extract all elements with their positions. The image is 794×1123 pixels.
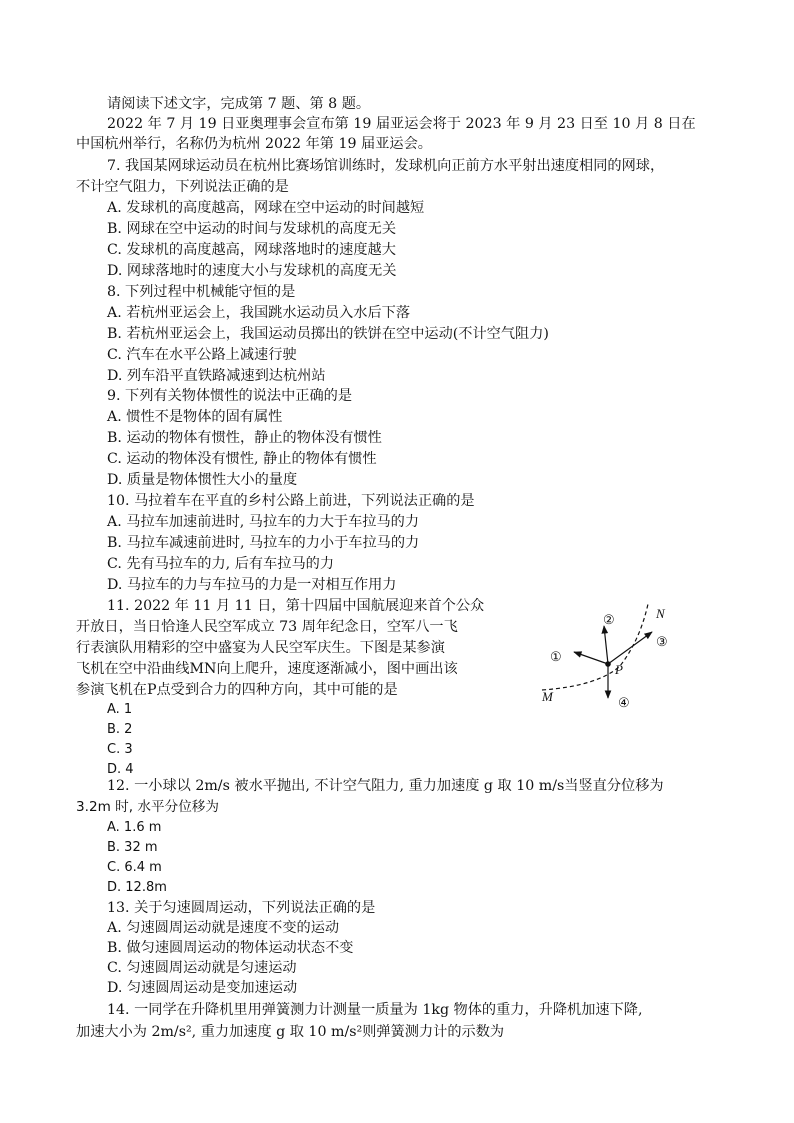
- q11-stem-line-4: 飞机在空中沿曲线MN向上爬升，速度逐渐减小，图中画出该: [76, 661, 458, 677]
- q10-option-d: D. 马拉车的力与车拉马的力是一对相互作用力: [107, 577, 397, 593]
- q8-option-c: C. 汽车在水平公路上减速行驶: [107, 347, 297, 363]
- q10-option-c: C. 先有马拉车的力, 后有车拉马的力: [107, 556, 335, 572]
- q12-option-a: A. 1.6 m: [107, 820, 162, 835]
- q9-option-d: D. 质量是物体惯性大小的量度: [107, 472, 298, 488]
- q11-stem-line-2: 开放日，当日恰逢人民空军成立 73 周年纪念日，空军八一飞: [76, 619, 458, 635]
- q13-option-c: C. 匀速圆周运动就是匀速运动: [107, 960, 297, 976]
- q11-option-a: A. 1: [107, 702, 133, 717]
- q12-stem-line-2: 3.2m 时, 水平分位移为: [76, 799, 219, 815]
- label-n: N: [656, 606, 665, 621]
- q8-option-a: A. 若杭州亚运会上，我国跳水运动员入水后下落: [107, 305, 411, 321]
- label-2: ②: [603, 612, 615, 627]
- intro-line-1: 请阅读下述文字，完成第 7 题、第 8 题。: [107, 96, 371, 112]
- q7-stem-line-2: 不计空气阻力，下列说法正确的是: [76, 179, 289, 195]
- q7-option-b: B. 网球在空中运动的时间与发球机的高度无关: [107, 221, 397, 237]
- intro-line-3: 中国杭州举行，名称仍为杭州 2022 年第 19 届亚运会。: [76, 136, 432, 152]
- force-arrow-3: [608, 632, 652, 664]
- q14-stem-line-1: 14. 一同学在升降机里用弹簧测力计测量一质量为 1kg 物体的重力，升降机加速下降,: [107, 1002, 643, 1018]
- label-3: ③: [656, 634, 668, 649]
- q12-option-c: C. 6.4 m: [107, 860, 162, 875]
- force-arrow-2: [604, 626, 608, 664]
- q13-option-a: A. 匀速圆周运动就是速度不变的运动: [107, 920, 340, 936]
- q11-stem-line-1: 11. 2022 年 11 月 11 日，第十四届中国航展迎来首个公众: [107, 598, 485, 614]
- label-p: P: [615, 662, 623, 677]
- intro-line-2: 2022 年 7 月 19 日亚奥理事会宣布第 19 届亚运会将于 2023 年 9 月 23 日至 10 月 8 日在: [107, 116, 696, 132]
- label-m: M: [542, 689, 553, 704]
- force-arrow-1: [574, 652, 608, 664]
- q10-stem: 10. 马拉着车在平直的乡村公路上前进，下列说法正确的是: [107, 493, 475, 509]
- q9-option-b: B. 运动的物体有惯性，静止的物体没有惯性: [107, 430, 382, 446]
- q8-option-d: D. 列车沿平直铁路减速到达杭州站: [107, 368, 326, 384]
- q12-option-d: D. 12.8m: [107, 880, 167, 895]
- q9-stem: 9. 下列有关物体惯性的说法中正确的是: [107, 388, 353, 404]
- q8-option-b: B. 若杭州亚运会上，我国运动员掷出的铁饼在空中运动(不计空气阻力): [107, 326, 549, 342]
- point-p-dot: [605, 661, 611, 667]
- q11-stem-line-3: 行表演队用精彩的空中盛宴为人民空军庆生。下图是某参演: [76, 640, 445, 656]
- q14-stem-line-2: 加速大小为 2m/s², 重力加速度 g 取 10 m/s²则弹簧测力计的示数为: [76, 1024, 505, 1040]
- q11-option-d: D. 4: [107, 762, 134, 777]
- q7-option-d: D. 网球落地时的速度大小与发球机的高度无关: [107, 263, 397, 279]
- q7-stem-line-1: 7. 我国某网球运动员在杭州比赛场馆训练时，发球机向正前方水平射出速度相同的网球，: [107, 158, 665, 174]
- q13-option-d: D. 匀速圆周运动是变加速运动: [107, 980, 298, 996]
- label-1: ①: [550, 649, 562, 664]
- q13-option-b: B. 做匀速圆周运动的物体运动状态不变: [107, 940, 354, 956]
- q11-option-b: B. 2: [107, 722, 133, 737]
- q9-option-c: C. 运动的物体没有惯性, 静止的物体有惯性: [107, 451, 377, 467]
- force-direction-diagram: [528, 600, 698, 712]
- q8-stem: 8. 下列过程中机械能守恒的是: [107, 284, 296, 300]
- label-4: ④: [618, 695, 630, 710]
- q7-option-a: A. 发球机的高度越高，网球在空中运动的时间越短: [107, 200, 425, 216]
- q13-stem: 13. 关于匀速圆周运动，下列说法正确的是: [107, 900, 376, 916]
- q11-stem-line-5: 参演飞机在P点受到合力的四种方向，其中可能的是: [76, 682, 398, 698]
- q11-option-c: C. 3: [107, 742, 133, 757]
- q12-option-b: B. 32 m: [107, 840, 158, 855]
- q7-option-c: C. 发球机的高度越高，网球落地时的速度越大: [107, 242, 396, 258]
- q12-stem-line-1: [107, 776, 664, 796]
- q12-stem-text: 12. 一小球以 2m/s 被水平抛出, 不计空气阻力, 重力加速度 g 取 10 m/s当竖直分位移为: [107, 778, 664, 794]
- q9-option-a: A. 惯性不是物体的固有属性: [107, 409, 283, 425]
- q10-option-b: B. 马拉车减速前进时, 马拉车的力小于车拉马的力: [107, 535, 420, 551]
- q10-option-a: A. 马拉车加速前进时, 马拉车的力大于车拉马的力: [107, 514, 420, 530]
